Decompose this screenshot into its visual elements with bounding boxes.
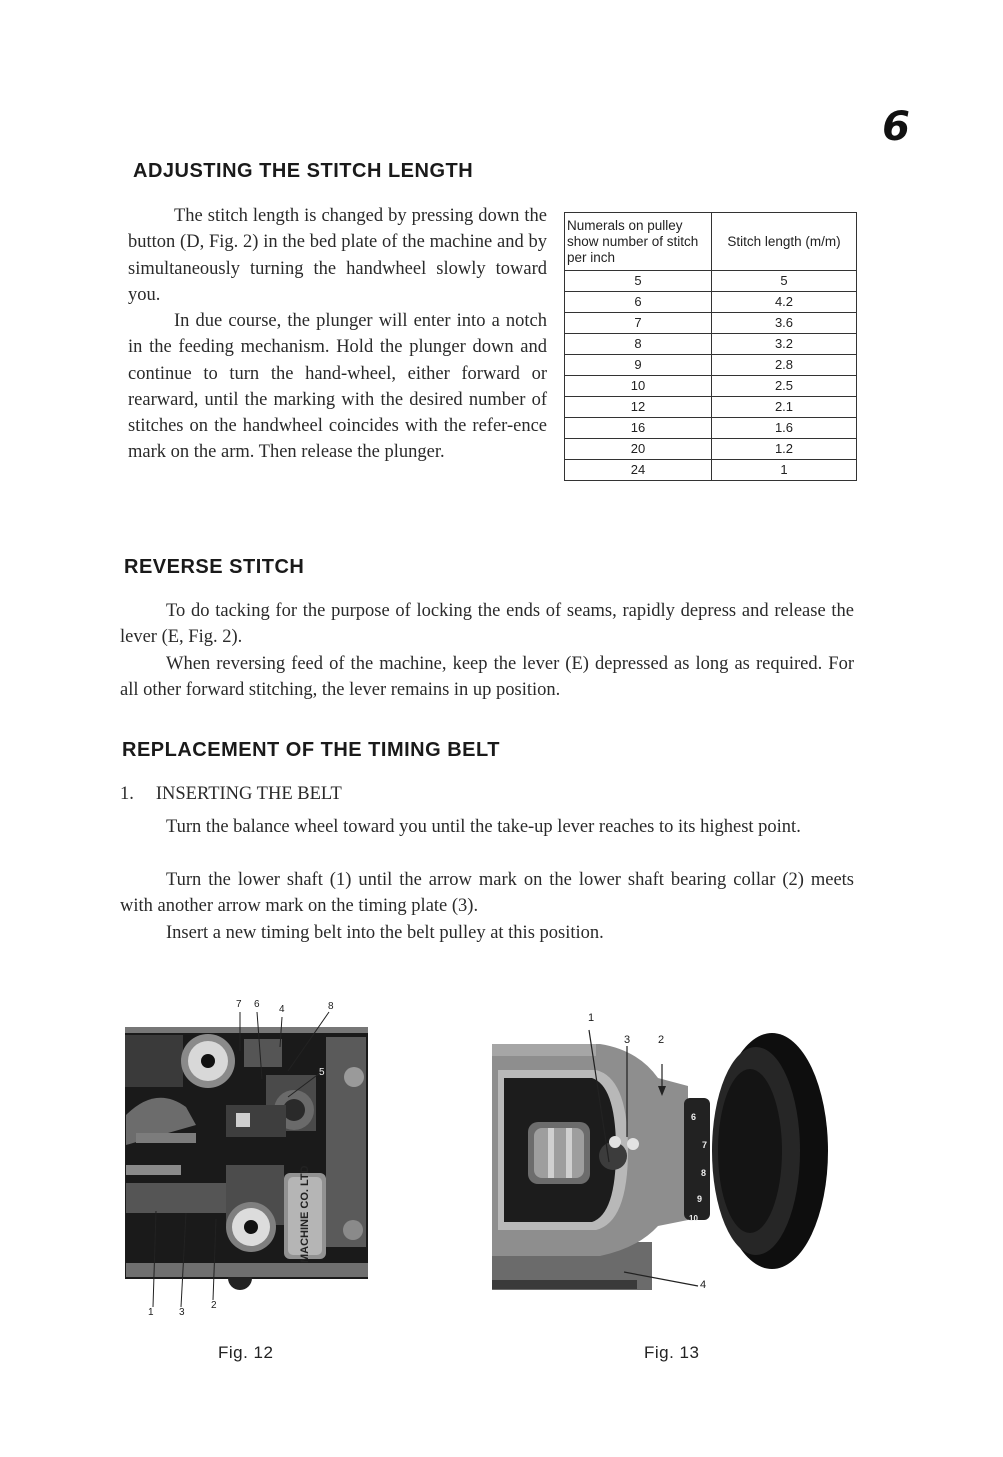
table-cell: 3.2 xyxy=(712,334,857,355)
table-cell: 1.6 xyxy=(712,418,857,439)
table-cell: 4.2 xyxy=(712,292,857,313)
figure-12-callout-4: 4 xyxy=(279,1004,285,1015)
table-cell: 9 xyxy=(565,355,712,376)
table-cell: 2.5 xyxy=(712,376,857,397)
heading-timing-belt: REPLACEMENT OF THE TIMING BELT xyxy=(122,739,500,761)
figure-12-callout-3: 3 xyxy=(179,1307,185,1318)
figure-13 xyxy=(488,1010,833,1300)
heading-reverse-stitch: REVERSE STITCH xyxy=(124,556,305,578)
heading-adjusting-stitch-length: ADJUSTING THE STITCH LENGTH xyxy=(133,160,474,182)
figure-13-caption: Fig. 13 xyxy=(644,1343,700,1362)
figure-12-imprint: MACHINE CO. LTD xyxy=(299,1165,311,1263)
timing-belt-paragraph-3: Insert a new timing belt into the belt pulley at this position. xyxy=(166,923,604,943)
figure-12-callout-5: 5 xyxy=(319,1067,325,1078)
page-number: 6 xyxy=(882,104,910,150)
table-cell: 20 xyxy=(565,439,712,460)
table-row xyxy=(565,271,857,292)
table-header-row xyxy=(565,213,857,271)
figure-13-callout-2: 2 xyxy=(658,1034,665,1046)
figure-12 xyxy=(116,995,378,1325)
step-number: 1. xyxy=(120,784,134,804)
figure-12-caption: Fig. 12 xyxy=(218,1343,274,1362)
figure-13-callout-1: 1 xyxy=(588,1012,595,1024)
reverse-stitch-paragraph-1: To do tacking for the purpose of locking the ends of seams, rapidly depress and release the lever (E, Fig. 2). xyxy=(120,601,854,648)
table-cell: 16 xyxy=(565,418,712,439)
figure-13-dial-number: 10 xyxy=(689,1214,698,1223)
figure-13-dial-number: 8 xyxy=(701,1168,707,1178)
table-cell: 6 xyxy=(565,292,712,313)
figure-12-callout-6: 6 xyxy=(254,999,260,1010)
figure-13-callout-3: 3 xyxy=(624,1034,631,1046)
table-row xyxy=(565,418,857,439)
stitch-length-paragraph-1: The stitch length is changed by pressing down the button (D, Fig. 2) in the bed plate of the machine and by simultaneously turning the handwheel slowly toward you. xyxy=(128,206,547,305)
reverse-stitch-paragraph-2: When reversing feed of the machine, keep the lever (E) depressed as long as required. For all other forward stitching, the lever remains in up position. xyxy=(120,654,854,701)
table-cell: 10 xyxy=(565,376,712,397)
table-cell: 3.6 xyxy=(712,313,857,334)
table-row xyxy=(565,334,857,355)
table-header-stitch-length: Stitch length (m/m) xyxy=(712,213,857,271)
timing-belt-paragraph-2: Turn the lower shaft (1) until the arrow mark on the lower shaft bearing collar (2) meets with another arrow mark on the timing plate (3). xyxy=(120,870,854,917)
table-cell: 7 xyxy=(565,313,712,334)
figure-13-dial-number: 7 xyxy=(702,1140,708,1150)
figure-13-dial-number: 6 xyxy=(691,1112,697,1122)
table-cell: 5 xyxy=(565,271,712,292)
table-cell: 1.2 xyxy=(712,439,857,460)
figure-13-photo xyxy=(488,1010,833,1300)
stitch-length-paragraph-2: In due course, the plunger will enter into a notch in the feeding mechanism. Hold the plunger down and continue to turn the hand-wheel, either forward or rearward, until the marking with the desired number of stitches on the handwheel coincides with the refer-ence mark on the arm. Then release the plunger. xyxy=(128,311,547,463)
step-title: INSERTING THE BELT xyxy=(155,784,342,804)
table-row xyxy=(565,460,857,481)
figure-13-dial-number: 9 xyxy=(697,1194,703,1204)
table-row xyxy=(565,355,857,376)
table-row xyxy=(565,376,857,397)
table-cell: 2.1 xyxy=(712,397,857,418)
timing-belt-paragraph-1: Turn the balance wheel toward you until the take-up lever reaches to its highest point. xyxy=(166,817,801,837)
figure-12-photo xyxy=(116,995,378,1325)
figure-13-callout-4: 4 xyxy=(700,1279,707,1291)
figure-12-callout-2: 2 xyxy=(211,1300,217,1311)
table-cell: 1 xyxy=(712,460,857,481)
table-row xyxy=(565,292,857,313)
table-header-stitches-per-inch: Numerals on pulley show number of stitch per inch xyxy=(565,213,712,271)
table-cell: 5 xyxy=(712,271,857,292)
table-cell: 2.8 xyxy=(712,355,857,376)
table-row xyxy=(565,439,857,460)
figure-12-callout-1: 1 xyxy=(148,1307,154,1318)
figure-12-callout-7: 7 xyxy=(236,999,242,1010)
table-row xyxy=(565,313,857,334)
figure-12-callout-8: 8 xyxy=(328,1001,334,1012)
table-row xyxy=(565,397,857,418)
table-cell: 8 xyxy=(565,334,712,355)
step-heading xyxy=(120,781,520,807)
stitch-length-table xyxy=(564,212,857,481)
table-cell: 24 xyxy=(565,460,712,481)
table-cell: 12 xyxy=(565,397,712,418)
